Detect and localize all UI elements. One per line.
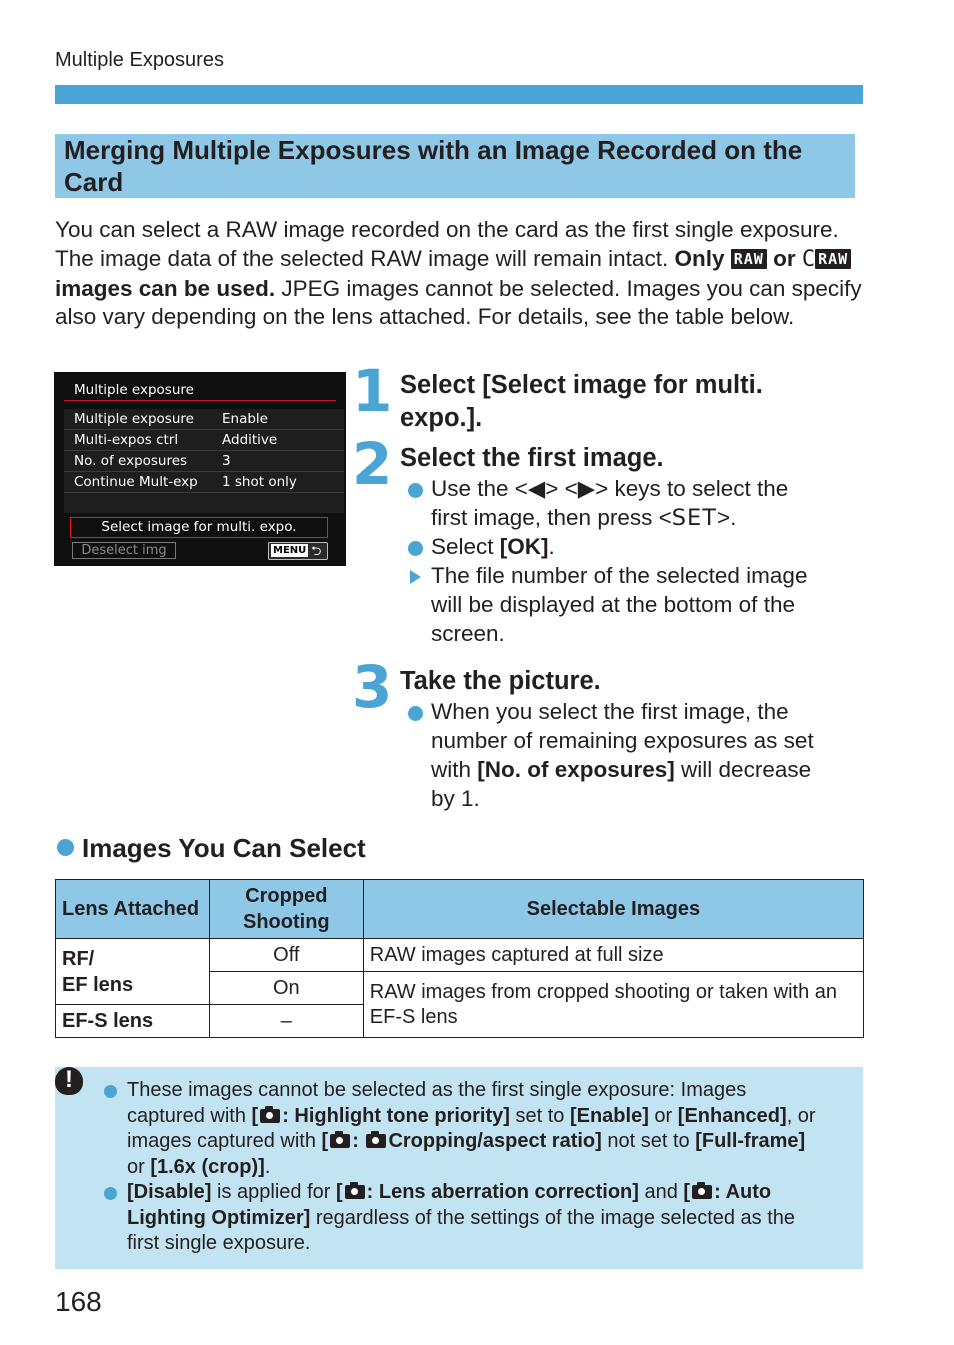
step-3-title: Take the picture. [400,667,601,695]
intro-rest: JPEG images cannot be selected. Images you can specify also vary depending on the lens attached. For details, see the table below. [55,275,862,330]
intro-images-can-be-used: images can be used. [55,275,276,301]
step-2-bullet-2 [431,533,555,562]
camera-menu-row[interactable] [64,451,344,472]
intro-or: or [773,245,796,271]
caution-1-line1: These images cannot be selected as the first single exposure: Images [127,1079,747,1101]
step-1-title-line2: expo.]. [400,404,483,432]
bullet-dot-icon [104,1187,117,1200]
header-cropped-line1: Cropped [245,885,328,907]
full-size-cell: RAW images captured at full size [363,939,863,972]
text-run: first image, then press < [431,505,672,530]
intro-paragraph [55,216,870,332]
shooting-menu-icon [692,1185,712,1199]
camera-menu-row-value: Enable [222,411,268,427]
running-header: Multiple Exposures [55,49,224,71]
text-run: will decrease [674,757,812,782]
subsection-dot-icon [57,839,74,856]
optimizer-term: Lighting Optimizer] [127,1206,311,1229]
camera-menu-row-value: 3 [222,453,231,469]
lens-aberration-term: : Lens aberration correction] [366,1181,639,1203]
text-run: Select [431,534,500,559]
shooting-menu-icon [345,1185,365,1199]
camera-menu-screenshot [54,372,346,566]
intro-line1: You can select a RAW image recorded on the card as the first single exposure. The image data of the selected RAW image will remain intact. [55,217,839,271]
caution-1-line2 [127,1104,857,1130]
text-run: is applied for [211,1181,336,1203]
camera-menu-row-value: 1 shot only [222,474,297,490]
text-run: regardless of the settings of the image selected as the [310,1206,796,1229]
caution-1-line3 [127,1129,857,1155]
text-run: : [352,1130,365,1152]
efs-dash-cell: – [209,1005,363,1038]
craw-icon: RAW [815,249,851,269]
text-run: . [264,1155,271,1178]
caution-icon [55,1067,83,1095]
text-run: captured with [127,1104,252,1127]
bullet-dot-icon [408,483,423,498]
shooting-menu-icon [366,1134,386,1148]
step-3-bullet-line2: number of remaining exposures as set [431,728,814,753]
table-header-row [56,880,864,939]
rf-ef-lens-cell [56,939,210,1005]
shooting-menu-icon [260,1109,280,1123]
cropped-on-cell: On [209,972,363,1005]
step-2-title: Select the first image. [400,444,664,472]
section-title: Merging Multiple Exposures with an Image Recorded on the Card [64,135,803,197]
camera-menu-row-key: Multi-expos ctrl [74,432,179,448]
shooting-menu-icon [330,1134,350,1148]
text-run: images captured with [127,1130,322,1152]
menu-label: MENU [273,545,307,556]
header-selectable-images: Selectable Images [363,880,863,939]
step-3-bullet-line4: by 1. [431,786,480,811]
caution-2-line1 [127,1180,857,1206]
camera-menu-row-key: Multiple exposure [74,411,194,427]
bullet-dot-icon [104,1085,117,1098]
step-2-result-line2: will be displayed at the bottom of the [431,592,795,617]
text-run: . [548,534,555,559]
text-run: with [431,757,478,782]
step-number-3: 3 [352,653,393,721]
caution-2-line2 [127,1206,857,1232]
text-run: [ [335,1181,343,1203]
table-row [56,939,864,972]
step-2-bullet-1-line1: Use the <◀> <▶> keys to select the [431,476,789,501]
enhanced-term: [Enhanced] [677,1104,787,1127]
step-2-bullet-1-line2 [431,504,736,533]
page-number: 168 [55,1286,102,1317]
auto-lighting-term: : Auto [714,1181,772,1203]
return-icon: ⮌ [311,544,322,559]
set-button-icon: SET [671,505,717,531]
select-image-menu-item[interactable]: Select image for multi. expo. [70,517,328,538]
menu-return-button[interactable] [268,542,328,560]
text-run: or [127,1155,151,1178]
ef-lens-label: EF lens [62,973,134,996]
highlight-tone-term: : Highlight tone priority] [282,1104,510,1127]
camera-menu-empty-row [64,493,344,513]
text-run: and [638,1181,684,1203]
images-section-title: Images You Can Select [82,833,366,863]
crop-term: [1.6x (crop)] [150,1155,265,1178]
craw-c-icon: C [801,246,816,272]
header-cropped-line2: Shooting [243,911,330,933]
camera-menu-row-key: Continue Mult-exp [74,474,198,490]
camera-menu-row-key: No. of exposures [74,453,188,469]
text-run: >. [716,505,737,530]
text-run: not set to [601,1130,696,1152]
caution-icon-glyph: ! [65,1066,73,1093]
text-run: , or [786,1104,816,1127]
selectable-images-table [55,879,864,1038]
result-arrow-icon [410,570,421,584]
text-run: [ [251,1104,259,1127]
ok-term: [OK] [499,534,549,559]
step-1-title-line1: Select [Select image for multi. [400,371,763,399]
header-lens-attached: Lens Attached [56,880,210,939]
camera-menu-title-rule [64,400,336,401]
caution-1-line4 [127,1155,857,1181]
text-run: [ [683,1181,691,1203]
step-3-bullet-line3 [431,756,811,785]
enable-term: [Enable] [569,1104,649,1127]
efs-lens-cell: EF-S lens [56,1005,210,1038]
cropping-term: Cropping/aspect ratio] [388,1130,602,1152]
caution-2-line3: first single exposure. [127,1232,311,1254]
cropped-line1: RAW images from cropped shooting or taken with an [369,980,838,1003]
camera-menu-row[interactable] [64,430,344,451]
step-2-result-line3: screen. [431,621,505,646]
camera-menu-row-value: Additive [222,432,278,448]
header-cropped-shooting [209,880,363,939]
caution-item-2 [127,1180,857,1257]
bullet-dot-icon [408,541,423,556]
deselect-image-button[interactable]: Deselect img [72,542,176,559]
cropped-images-cell [363,972,863,1038]
step-number-1: 1 [352,357,393,425]
step-2-result-line1: The file number of the selected image [431,563,808,588]
disable-term: [Disable] [127,1181,212,1203]
camera-menu-title: Multiple exposure [74,382,194,398]
cropped-off-cell: Off [209,939,363,972]
step-3-bullet-line1: When you select the first image, the [431,699,789,724]
bullet-dot-icon [408,706,423,721]
rf-label: RF/ [62,947,95,970]
intro-only: Only [674,245,725,271]
text-run: set to [509,1104,570,1127]
no-of-exposures-term: [No. of exposures] [477,757,675,782]
text-run: [ [321,1130,329,1152]
step-number-2: 2 [352,430,393,498]
camera-menu-row[interactable] [64,472,344,493]
caution-item-1 [127,1078,857,1180]
cropped-line2: EF-S lens [369,1005,458,1028]
full-frame-term: [Full-frame] [695,1130,806,1152]
header-rule [55,85,863,104]
camera-menu-row[interactable] [64,409,344,430]
text-run: or [648,1104,678,1127]
raw-icon: RAW [731,249,767,269]
